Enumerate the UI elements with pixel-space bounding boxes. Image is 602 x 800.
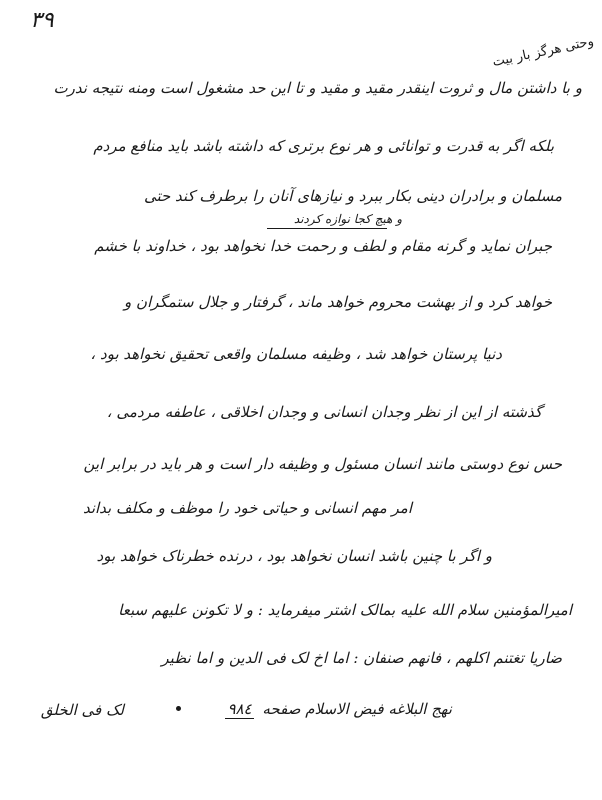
strikethrough-mark — [267, 228, 387, 229]
citation-page-number: ٩٨٤ — [227, 700, 252, 718]
text-line-12: ضاریا تغتنم اکلهم ، فانهم صنفان : اما اخ لک فی الدین و اما نظیر — [161, 649, 562, 667]
text-line-8: حس نوع دوستی مانند انسان مسئول و وظیفه دار است و هر باید در برابر این — [83, 455, 562, 473]
citation-source: نهج البلاغه فیض الاسلام صفحه — [262, 700, 452, 718]
text-line-5: خواهد کرد و از بهشت محروم خواهد ماند ، گرفتار و جلال ستمگران و — [124, 293, 552, 311]
margin-note: وحتی هرگز بار بیت — [491, 34, 596, 71]
page-number: ٣٩ — [30, 8, 54, 33]
interlinear-note: و هیچ کجا نوازه کردند — [293, 212, 402, 226]
text-line-10: و اگر با چنین باشد انسان نخواهد بود ، درنده خطرناک خواهد بود — [96, 547, 492, 565]
text-line-1: و با داشتن مال و ثروت اینقدر مقید و مقید و تا این حد مشغول است ومنه نتیجه ندرت — [53, 79, 582, 97]
citation — [221, 700, 452, 719]
text-line-11: امیرالمؤمنین سلام الله علیه بمالک اشتر میفرماید : و لا تکونن علیهم سبعا — [118, 601, 572, 619]
text-line-2: بلکه اگر به قدرت و توانائی و هر نوع برتری که داشته باشد باید منافع مردم — [93, 137, 554, 155]
text-line-3: مسلمان و برادران دینی بکار ببرد و نیازهای آنان را برطرف کند حتی — [143, 187, 562, 205]
text-line-9: امر مهم انسانی و حیاتی خود را موظف و مکلف بداند — [82, 499, 412, 517]
text-line-6: دنیا پرستان خواهد شد ، وظیفه مسلمان واقعی تحقیق نخواهد بود ، — [90, 345, 502, 363]
text-line-4: جبران نماید و گرنه مقام و لطف و رحمت خدا نخواهد بود ، خداوند با خشم — [94, 237, 552, 255]
end-dot — [176, 706, 181, 711]
text-line-13: لک فی الخلق — [40, 701, 124, 719]
text-line-7: گذشته از این از نظر وجدان انسانی و وجدان اخلاقی ، عاطفه مردمی ، — [106, 403, 542, 421]
